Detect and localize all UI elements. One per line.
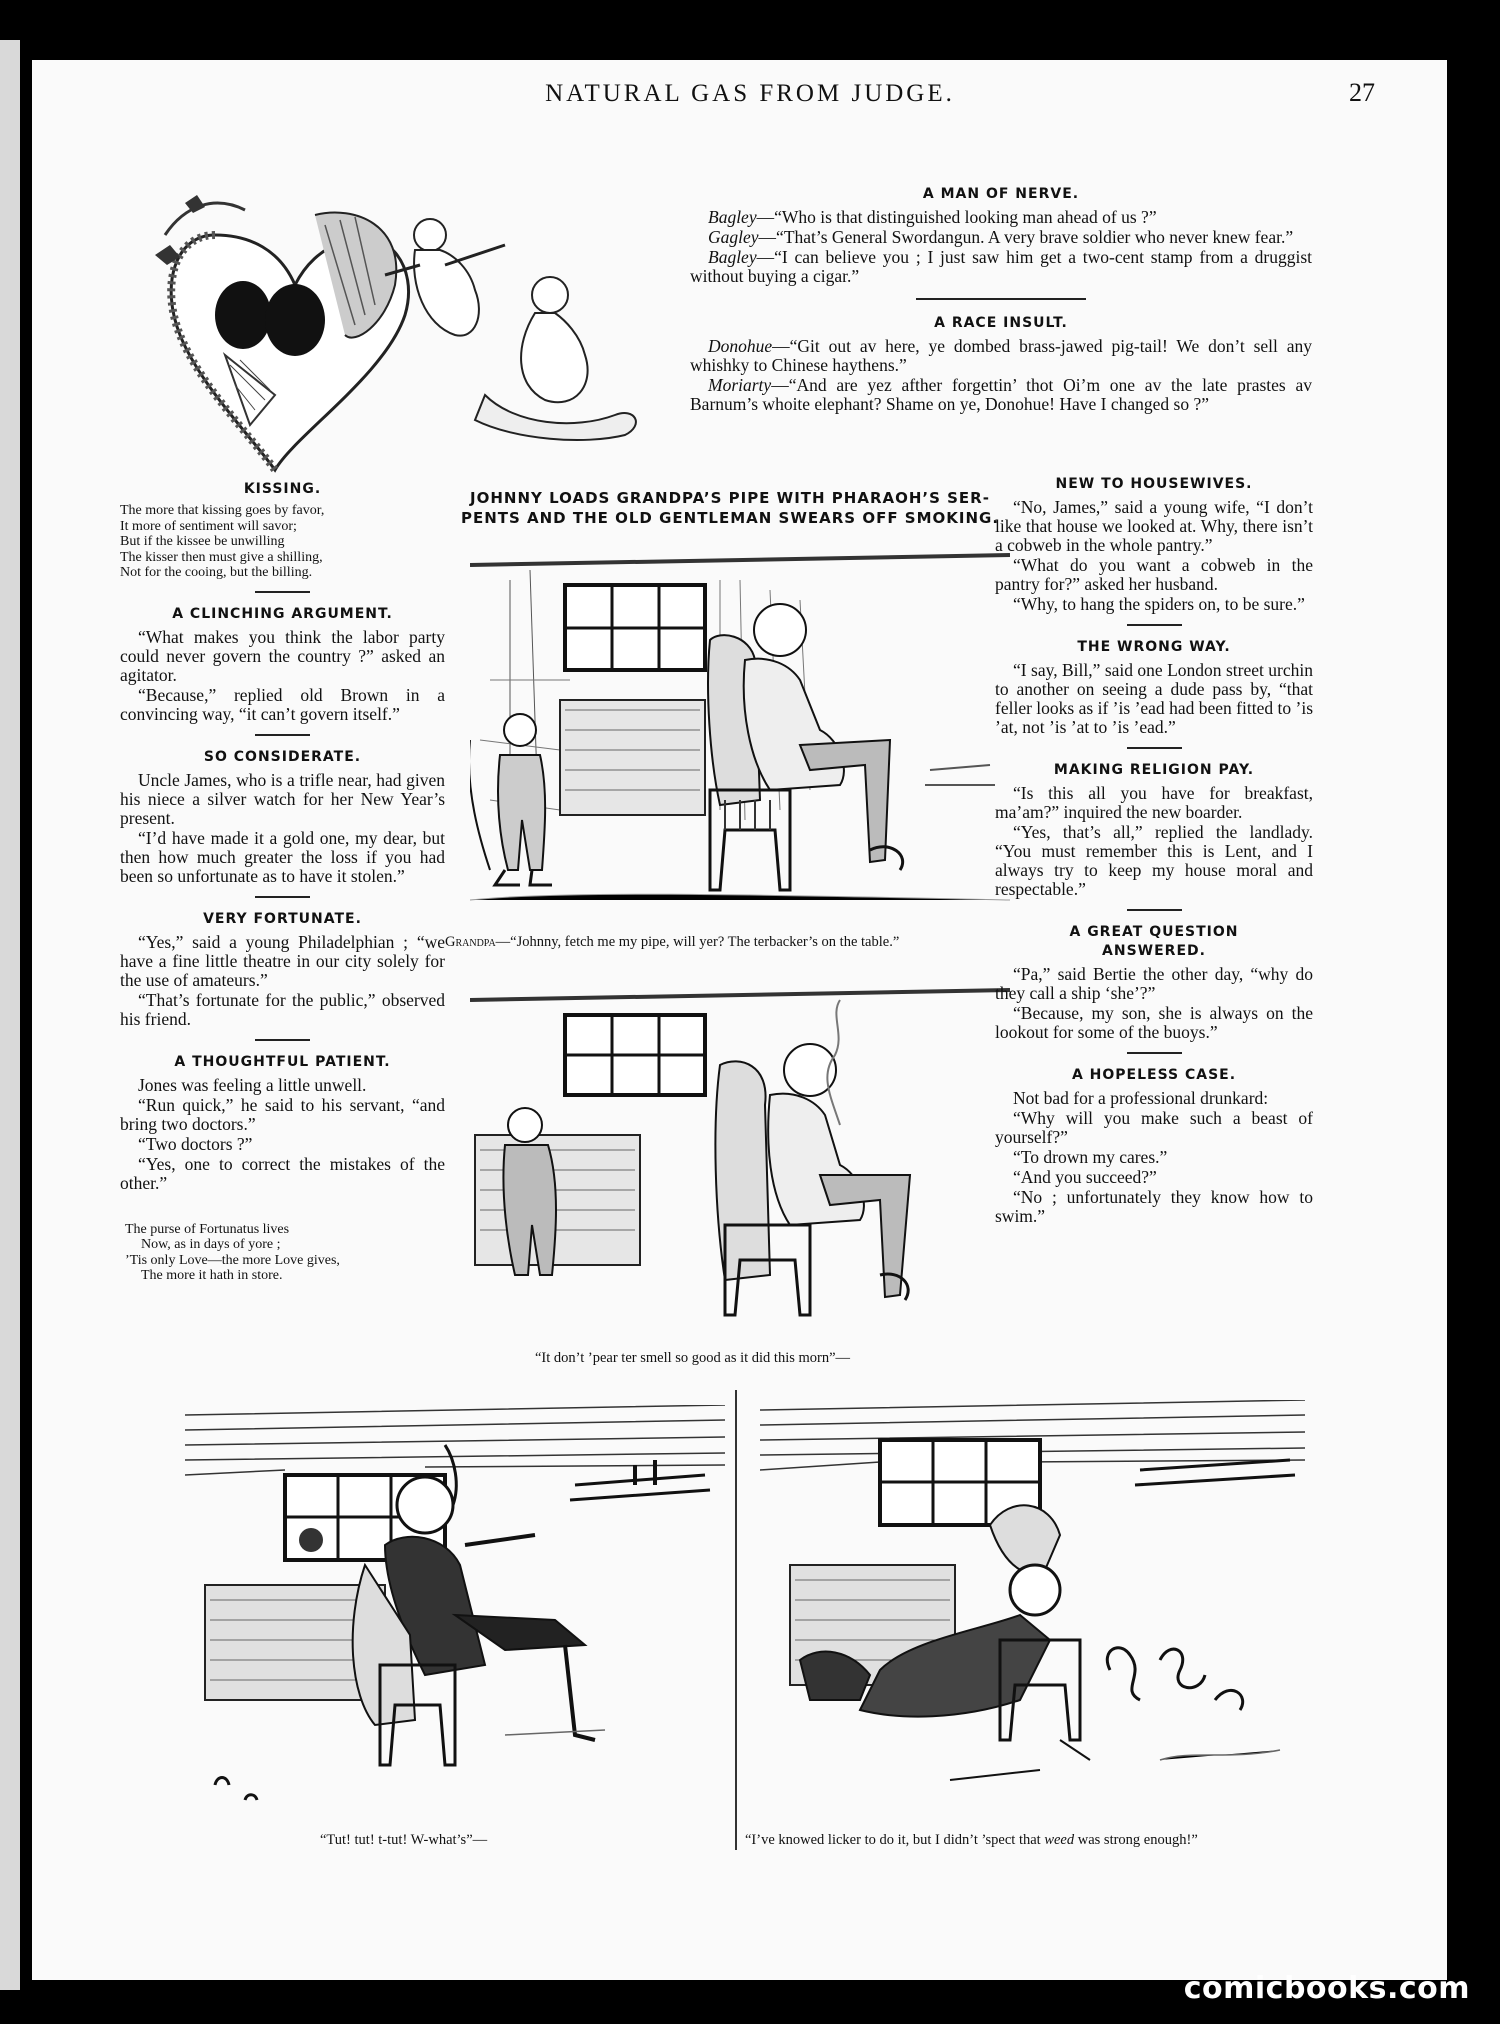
paragraph: Uncle James, who is a trifle near, had given his niece a silver watch for her New Year’s present. xyxy=(120,769,445,828)
paragraph: “What makes you think the labor party could never govern the country ?” asked an agitator. xyxy=(120,626,445,685)
heading-a-man-of-nerve: A MAN OF NERVE. xyxy=(922,186,1080,202)
paragraph: “Why, to hang the spiders on, to be sure.” xyxy=(1013,594,1305,614)
heading-a-thoughtful-patient: A THOUGHTFUL PATIENT. xyxy=(174,1053,391,1070)
heading-new-to-housewives: NEW TO HOUSEWIVES. xyxy=(1055,476,1253,492)
caption-3: “Tut! tut! t-tut! W-what’s”— xyxy=(320,1832,488,1848)
paragraph xyxy=(690,208,1312,227)
title-line: JOHNNY LOADS GRANDPA’S PIPE WITH PHARAOH’S SER- xyxy=(470,489,990,507)
paragraph: “Yes, one to correct the mistakes of the other.” xyxy=(120,1153,445,1193)
heading-a-hopeless-case: A HOPELESS CASE. xyxy=(1071,1067,1237,1083)
speaker: Bagley xyxy=(708,247,757,267)
divider xyxy=(255,1039,310,1041)
paragraph xyxy=(690,337,1312,375)
paragraph: “Two doctors ?” xyxy=(138,1133,253,1154)
comic-panel-1 xyxy=(470,540,1010,935)
comic-panel-4 xyxy=(760,1400,1305,1820)
heading-the-wrong-way: THE WRONG WAY. xyxy=(1077,639,1231,655)
caption-4 xyxy=(745,1832,1198,1849)
comic-strip-title xyxy=(440,488,1020,528)
poem-line: Not for the cooing, but the billing. xyxy=(120,565,313,580)
speaker: Gagley xyxy=(708,227,759,247)
heading-kissing: KISSING. xyxy=(243,481,322,497)
divider xyxy=(1127,1052,1182,1054)
paragraph: “Why will you make such a beast of yourself?” xyxy=(995,1108,1313,1147)
paragraph: “Pa,” said Bertie the other day, “why do they call a ship ‘she’?” xyxy=(995,964,1313,1003)
watermark: comicbooks.com xyxy=(1183,1971,1470,2006)
paragraph: “To drown my cares.” xyxy=(1013,1147,1168,1167)
heading-a-great-question: A GREAT QUESTION xyxy=(1069,924,1239,940)
page-number: 27 xyxy=(1349,78,1375,107)
kissing-poem xyxy=(120,503,445,581)
poem-line: The purse of Fortunatus lives xyxy=(125,1221,290,1237)
paragraph: “That’s fortunate for the public,” observed his friend. xyxy=(120,989,445,1029)
paragraph: “Because,” replied old Brown in a convincing way, “it can’t govern itself.” xyxy=(120,684,445,724)
caption-text: was strong enough!” xyxy=(1074,1832,1198,1848)
caption-1 xyxy=(445,934,899,951)
comic-panel-3 xyxy=(185,1405,725,1815)
fortunatus-poem xyxy=(120,1222,445,1284)
paragraph: “And you succeed?” xyxy=(1013,1167,1157,1187)
cupids-heart-illustration xyxy=(155,195,675,475)
paragraph: “I’d have made it a gold one, my dear, but then how much greater the loss if you had been so unfortunate as to have it stolen.” xyxy=(120,827,445,886)
poem-line: But if the kissee be unwilling xyxy=(120,534,285,549)
caption-emphasis: weed xyxy=(1044,1832,1075,1848)
paragraph: “No, James,” said a young wife, “I don’t like that house we looked at. Why, there isn’t a cobweb in the whole pantry.” xyxy=(995,497,1313,555)
poem-line: The kisser then must give a shilling, xyxy=(120,549,323,565)
divider xyxy=(255,896,310,898)
speaker: Bagley xyxy=(708,207,757,227)
comic-panel-2 xyxy=(470,975,1010,1345)
paragraph: “I say, Bill,” said one London street urchin to another on seeing a dude pass by, “that feller looks as if ’is ’ead had been fitted to ’is ’at, not ’is ’at to ’is ’ead.” xyxy=(995,660,1313,737)
top-right-column xyxy=(690,185,1312,415)
poem-line: It more of sentiment will savor; xyxy=(120,518,297,534)
facing-page-edge xyxy=(0,40,20,1990)
poem-line: ’Tis only Love—the more Love gives, xyxy=(125,1252,340,1268)
line-text: —“I can believe you ; I just saw him get a two-cent stamp from a druggist without buying a cigar.” xyxy=(690,247,1312,286)
paragraph: “No ; unfortunately they know how to swim.” xyxy=(995,1187,1313,1226)
caption-2: “It don’t ’pear ter smell so good as it did this morn”— xyxy=(535,1350,851,1366)
heading-very-fortunate: VERY FORTUNATE. xyxy=(203,910,362,927)
line-text: —“That’s General Swordangun. A very brave soldier who never knew fear.” xyxy=(758,227,1294,247)
divider xyxy=(1127,624,1182,626)
line-text: —“Git out av here, ye dombed brass-jawed pig-tail! We don’t sell any whishky to Chinese haythens.” xyxy=(690,336,1312,375)
heading-making-religion-pay: MAKING RELIGION PAY. xyxy=(1053,762,1255,778)
panel-divider xyxy=(735,1390,737,1850)
paragraph: “Because, my son, she is always on the lookout for some of the buoys.” xyxy=(995,1003,1313,1042)
divider xyxy=(916,298,1086,300)
divider xyxy=(255,591,310,593)
heading-so-considerate: SO CONSIDERATE. xyxy=(203,748,362,765)
paragraph: “Run quick,” he said to his servant, “and bring two doctors.” xyxy=(120,1094,445,1134)
left-column xyxy=(120,480,445,1284)
paragraph: Not bad for a professional drunkard: xyxy=(1013,1088,1269,1108)
poem-line: Now, as in days of yore ; xyxy=(141,1237,281,1252)
right-column xyxy=(995,475,1313,1227)
page-header: NATURAL GAS FROM JUDGE. xyxy=(545,80,955,107)
paragraph xyxy=(690,228,1312,247)
caption-speaker: Grandpa xyxy=(445,934,496,950)
poem-line: The more it hath in store. xyxy=(141,1268,283,1283)
divider xyxy=(1127,909,1182,911)
paragraph: “Is this all you have for breakfast, ma’am?” inquired the new boarder. xyxy=(995,783,1313,822)
title-line: PENTS AND THE OLD GENTLEMAN SWEARS OFF SMOKING. xyxy=(460,509,1000,527)
divider xyxy=(1127,747,1182,749)
paragraph: “Yes, that’s all,” replied the landlady. “You must remember this is Lent, and I always try to keep my house moral and respectable.” xyxy=(995,822,1313,899)
paragraph: “What do you want a cobweb in the pantry for?” asked her husband. xyxy=(995,555,1313,594)
heading-answered: ANSWERED. xyxy=(1102,943,1206,959)
paragraph xyxy=(690,248,1312,286)
caption-text: “I’ve knowed licker to do it, but I didn’t ’spect that xyxy=(745,1832,1045,1848)
divider xyxy=(255,734,310,736)
heading-a-race-insult: A RACE INSULT. xyxy=(934,315,1068,331)
speaker: Donohue xyxy=(708,336,773,356)
heading-a-clinching-argument: A CLINCHING ARGUMENT. xyxy=(172,605,393,622)
speaker: Moriarty xyxy=(708,375,772,395)
poem-line: The more that kissing goes by favor, xyxy=(120,503,325,518)
paragraph: Jones was feeling a little unwell. xyxy=(138,1074,367,1095)
caption-text: —“Johnny, fetch me my pipe, will yer? The terbacker’s on the table.” xyxy=(495,934,900,950)
line-text: —“And are yez afther forgettin’ thot Oi’m one av the late prastes av Barnum’s whoite elephant? Shame on ye, Donohue! Have I changed so ?” xyxy=(690,375,1312,414)
line-text: —“Who is that distinguished looking man ahead of us ?” xyxy=(756,207,1157,227)
paragraph xyxy=(690,376,1312,414)
paragraph: “Yes,” said a young Philadelphian ; “we have a fine little theatre in our city solely for the use of amateurs.” xyxy=(120,931,445,990)
